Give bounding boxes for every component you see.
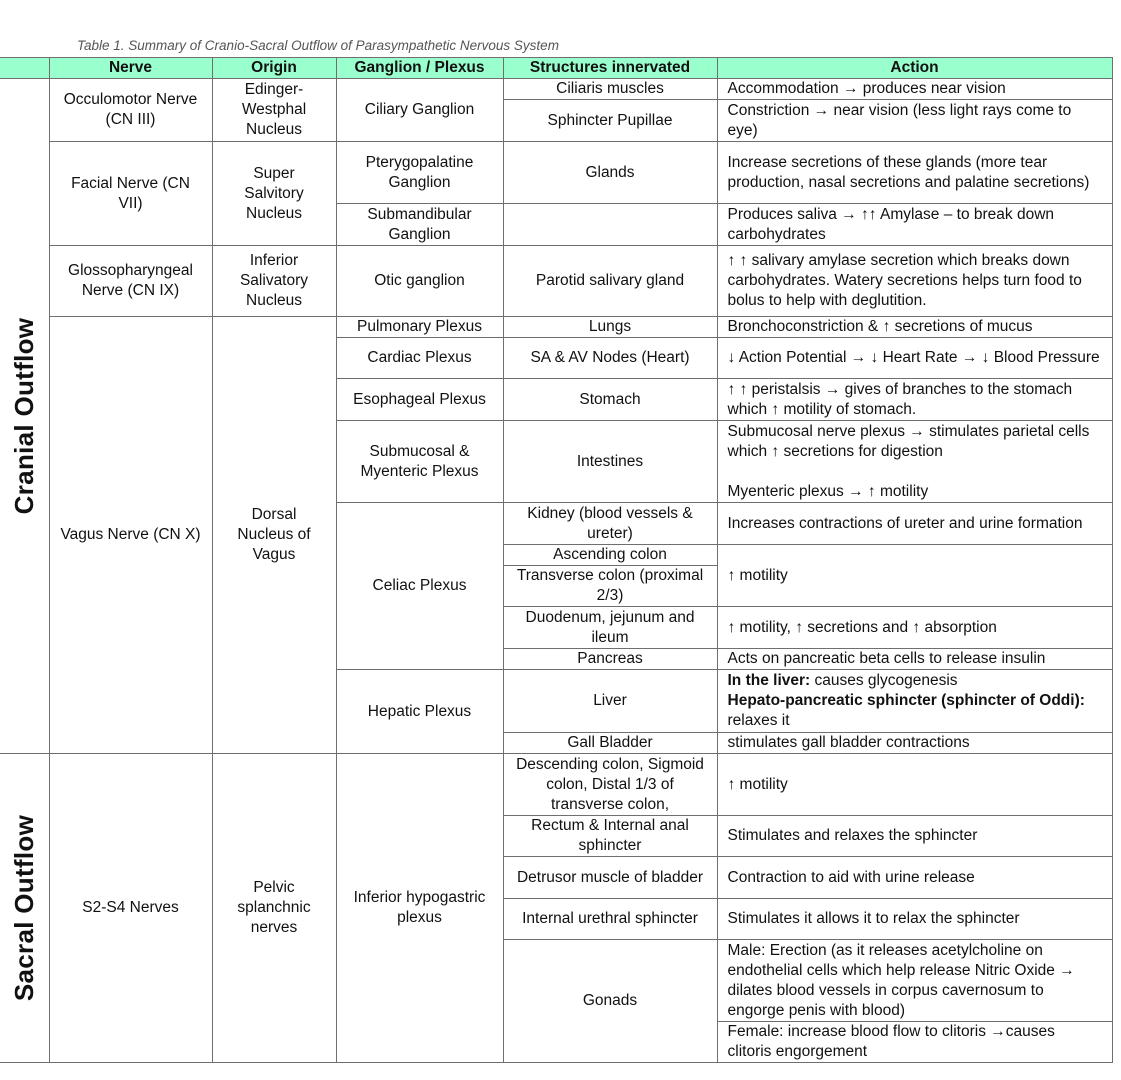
structure-cell: Sphincter Pupillae	[503, 100, 717, 142]
ganglion-cell: Hepatic Plexus	[336, 670, 503, 754]
action-cell: ↑ ↑ salivary amylase secretion which breaks down carbohydrates. Watery secretions helps turn food to bolus to help with deglutition.	[717, 246, 1112, 317]
action-cell: Contraction to aid with urine release	[717, 857, 1112, 899]
action-cell	[717, 670, 1112, 733]
action-bold-text: In the liver:	[727, 672, 811, 689]
structure-cell: Pancreas	[503, 649, 717, 670]
header-action: Action	[717, 58, 1112, 79]
structure-cell: Transverse colon (proximal 2/3)	[503, 566, 717, 607]
header-nerve: Nerve	[49, 58, 212, 79]
ganglion-cell: Celiac Plexus	[336, 503, 503, 670]
table-row	[0, 142, 1112, 204]
action-cell: ↑ motility, ↑ secretions and ↑ absorption	[717, 607, 1112, 649]
header-group-blank	[0, 58, 49, 79]
ganglion-cell: Submucosal & Myenteric Plexus	[336, 421, 503, 503]
action-cell: ↑ motility	[717, 545, 1112, 607]
ganglion-cell: Otic ganglion	[336, 246, 503, 317]
header-structures: Structures innervated	[503, 58, 717, 79]
action-cell: ↑ motility	[717, 754, 1112, 816]
action-text: causes glycogenesis	[810, 672, 958, 689]
group-cranial-outflow	[0, 79, 49, 754]
ganglion-cell: Pterygopalatine Ganglion	[336, 142, 503, 204]
action-bold-text: Hepato-pancreatic sphincter (sphincter of Oddi):	[727, 692, 1085, 709]
nerve-cell: Glossopharyngeal Nerve (CN IX)	[49, 246, 212, 317]
action-cell: Stimulates it allows it to relax the sphincter	[717, 899, 1112, 940]
structure-cell: Rectum & Internal anal sphincter	[503, 816, 717, 857]
structure-cell: Kidney (blood vessels & ureter)	[503, 503, 717, 545]
action-cell: Increases contractions of ureter and urine formation	[717, 503, 1112, 545]
action-cell: Acts on pancreatic beta cells to release insulin	[717, 649, 1112, 670]
action-cell: Constriction → near vision (less light rays come to eye)	[717, 100, 1112, 142]
structure-cell: Intestines	[503, 421, 717, 503]
structure-cell: Ciliaris muscles	[503, 79, 717, 100]
structure-cell: Duodenum, jejunum and ileum	[503, 607, 717, 649]
action-cell: Produces saliva → ↑↑ Amylase – to break down carbohydrates	[717, 204, 1112, 246]
action-cell: Male: Erection (as it releases acetylcholine on endothelial cells which help release Nitric Oxide → dilates blood vessels in corpus cavernosum to engorge penis with blood)	[717, 940, 1112, 1022]
action-text: Submucosal nerve plexus → stimulates parietal cells which ↑ secretions for digestion	[727, 422, 1090, 460]
parasympathetic-outflow-table	[0, 57, 1113, 1063]
action-cell: Increase secretions of these glands (more tear production, nasal secretions and palatine secretions)	[717, 142, 1112, 204]
header-origin: Origin	[212, 58, 336, 79]
structure-cell	[503, 204, 717, 246]
action-text: Myenteric plexus → ↑ motility	[727, 482, 929, 500]
table-row	[0, 79, 1112, 100]
ganglion-cell: Inferior hypogastric plexus	[336, 754, 503, 1063]
header-row	[0, 58, 1112, 79]
sacral-outflow-label: Sacral Outflow	[9, 814, 40, 1002]
action-cell	[717, 421, 1112, 503]
origin-cell: Dorsal Nucleus of Vagus	[212, 317, 336, 754]
action-cell: ↓ Action Potential → ↓ Heart Rate → ↓ Blood Pressure	[717, 338, 1112, 379]
nerve-cell: Facial Nerve (CN VII)	[49, 142, 212, 246]
nerve-cell: Occulomotor Nerve (CN III)	[49, 79, 212, 142]
action-cell: Stimulates and relaxes the sphincter	[717, 816, 1112, 857]
structure-cell: Glands	[503, 142, 717, 204]
structure-cell: Stomach	[503, 379, 717, 421]
nerve-cell: S2-S4 Nerves	[49, 754, 212, 1063]
structure-cell: Ascending colon	[503, 545, 717, 566]
table-row	[0, 317, 1112, 338]
table-caption: Table 1. Summary of Cranio-Sacral Outflow of Parasympathetic Nervous System	[77, 38, 559, 53]
action-text: relaxes it	[727, 712, 790, 729]
cranial-outflow-label: Cranial Outflow	[9, 317, 40, 515]
ganglion-cell: Pulmonary Plexus	[336, 317, 503, 338]
origin-cell: Inferior Salivatory Nucleus	[212, 246, 336, 317]
origin-cell: Pelvic splanchnic nerves	[212, 754, 336, 1063]
header-ganglion: Ganglion / Plexus	[336, 58, 503, 79]
structure-cell: Detrusor muscle of bladder	[503, 857, 717, 899]
structure-cell: Lungs	[503, 317, 717, 338]
action-cell: ↑ ↑ peristalsis → gives of branches to the stomach which ↑ motility of stomach.	[717, 379, 1112, 421]
origin-cell: Edinger-Westphal Nucleus	[212, 79, 336, 142]
ganglion-cell: Ciliary Ganglion	[336, 79, 503, 142]
table-row	[0, 246, 1112, 317]
group-sacral-outflow	[0, 754, 49, 1063]
table-row	[0, 754, 1112, 816]
structure-cell: Descending colon, Sigmoid colon, Distal 1/3 of transverse colon,	[503, 754, 717, 816]
ganglion-cell: Esophageal Plexus	[336, 379, 503, 421]
structure-cell: Gall Bladder	[503, 733, 717, 754]
ganglion-cell: Cardiac Plexus	[336, 338, 503, 379]
structure-cell: Internal urethral sphincter	[503, 899, 717, 940]
structure-cell: Parotid salivary gland	[503, 246, 717, 317]
ganglion-cell: Submandibular Ganglion	[336, 204, 503, 246]
action-cell: Bronchoconstriction & ↑ secretions of mucus	[717, 317, 1112, 338]
structure-cell: Liver	[503, 670, 717, 733]
structure-cell: SA & AV Nodes (Heart)	[503, 338, 717, 379]
action-cell: stimulates gall bladder contractions	[717, 733, 1112, 754]
nerve-cell: Vagus Nerve (CN X)	[49, 317, 212, 754]
structure-cell: Gonads	[503, 940, 717, 1063]
action-cell: Accommodation → produces near vision	[717, 79, 1112, 100]
action-cell: Female: increase blood flow to clitoris →causes clitoris engorgement	[717, 1022, 1112, 1063]
origin-cell: Super Salvitory Nucleus	[212, 142, 336, 246]
